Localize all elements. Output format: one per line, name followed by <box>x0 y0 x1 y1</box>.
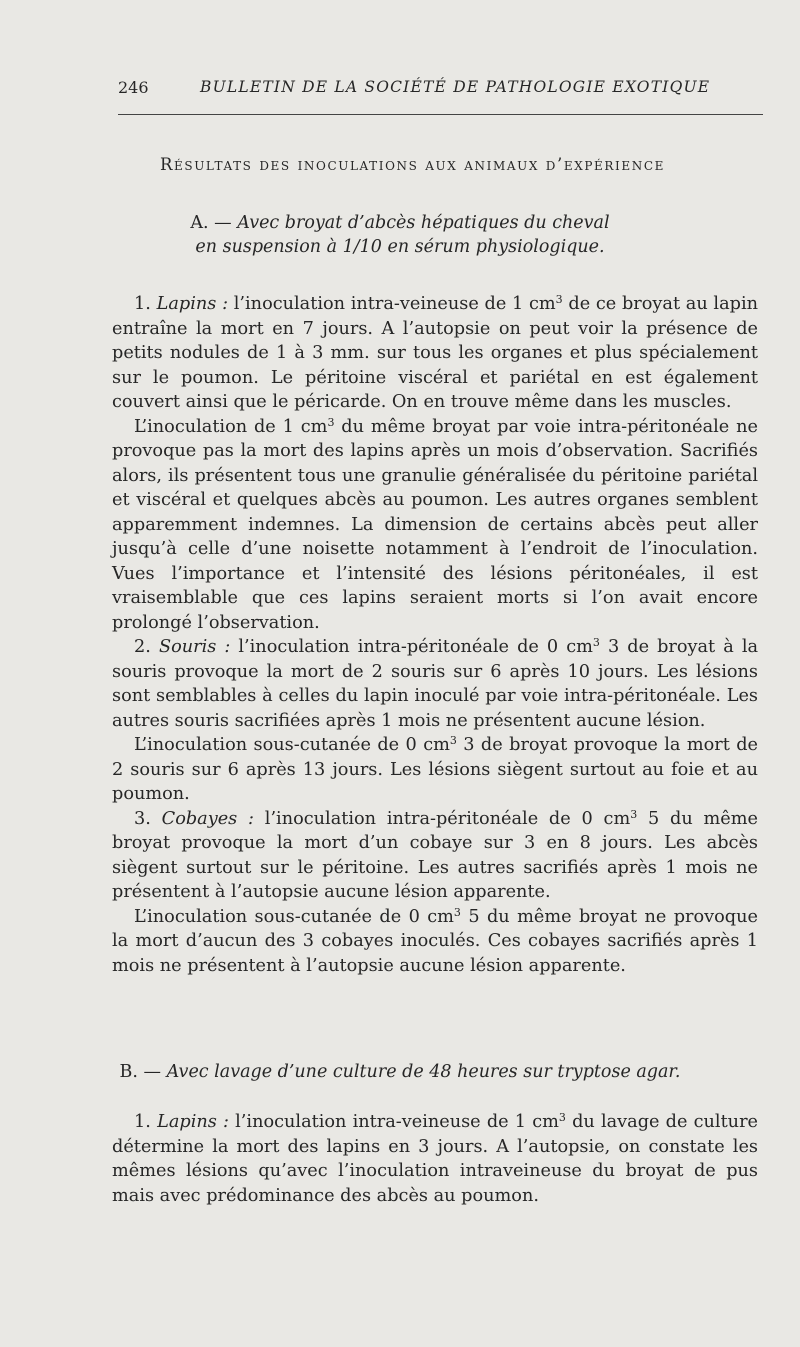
item-number: 3. <box>134 808 151 829</box>
paragraph-text: L’inoculation de 1 cm <box>134 416 328 437</box>
subheading-a <box>0 211 800 259</box>
superscript: 3 <box>555 293 563 306</box>
superscript: 3 <box>592 636 600 649</box>
paragraph <box>112 1110 758 1208</box>
animal-label: Souris : <box>158 637 231 657</box>
page-number: 246 <box>118 78 149 97</box>
paragraph <box>112 905 758 979</box>
superscript: 3 <box>558 1111 566 1124</box>
paragraph <box>112 733 758 807</box>
page-header <box>118 78 763 118</box>
paragraph-text: 5 du même broyat ne provoque la mort d’aucun des 3 cobayes inoculés. Ces cobayes sacrifiés après 1 mois ne présentent à l’autopsie aucune lésion apparente. <box>112 906 758 976</box>
section-a-body <box>112 292 758 978</box>
item-number: 1. <box>134 294 151 314</box>
paragraph-text: L’inoculation sous-cutanée de 0 cm <box>134 735 450 755</box>
superscript: 3 <box>327 415 335 429</box>
paragraph-text: 3 de broyat à la souris provoque la mort de 2 souris sur 6 après 10 jours. Les lésions sont semblables à celles du lapin inoculé par voie intra-péritonéale. Les autres souris sacrifiées après 1 mois ne présentent aucune lésion. <box>112 637 759 731</box>
item-number: 2. <box>134 637 151 657</box>
paragraph-text: du lavage de culture détermine la mort des lapins en 3 jours. A l’autopsie, on constate les mêmes lésions qu’avec l’inoculation intraveineuse du broyat de pus mais avec prédominance des abcès au poumon. <box>112 1112 758 1206</box>
paragraph-text: 5 du même broyat provoque la mort d’un cobaye sur 3 en 8 jours. Les abcès siègent surtout sur le péritoine. Les autres sacrifiés après 1 mois ne présentent à l’autopsie aucune lésion apparente. <box>112 808 758 902</box>
section-title: Résultats des inoculations aux animaux d’expérience <box>160 155 665 174</box>
paragraph-text: 3 de broyat provoque la mort de 2 souris sur 6 après 13 jours. Les lésions siègent surtout au foie et au poumon. <box>112 735 758 804</box>
subheading-b-label: B. — <box>119 1062 162 1082</box>
paragraph-text: l’inoculation intra-veineuse de 1 cm <box>235 1112 559 1132</box>
superscript: 3 <box>449 734 457 747</box>
paragraph <box>112 415 758 636</box>
animal-label: Lapins : <box>156 294 229 314</box>
subheading-b <box>0 1060 800 1084</box>
header-rule <box>118 114 763 115</box>
superscript: 3 <box>630 807 638 821</box>
subheading-a-label: A. — <box>190 213 232 233</box>
paragraph <box>112 807 758 905</box>
paragraph-text: du même broyat par voie intra-péritonéale ne provoque pas la mort des lapins après un mois d’observation. Sacrifiés alors, ils présentent tous une granulie généralisée du péritoine pariétal et viscéral et quelques abcès au poumon. Les autres organes semblent apparemment indemnes. La dimension de certains abcès peut aller jusqu’à celle d’une noisette notamment à l’endroit de l’inoculation. Vues l’importance et l’intensité des lésions péritonéales, il est vraisemblable que ces lapins seraient morts si l’on avait encore prolongé l’observation. <box>112 416 758 633</box>
superscript: 3 <box>453 905 461 919</box>
paragraph-text: l’inoculation intra-péritonéale de 0 cm <box>264 808 631 829</box>
paragraph <box>112 635 758 733</box>
animal-label: Lapins : <box>157 1112 229 1132</box>
animal-label: Cobayes : <box>161 808 254 829</box>
item-number: 1. <box>134 1112 151 1132</box>
paragraph-text: l’inoculation intra-veineuse de 1 cm <box>233 294 556 314</box>
section-b-body <box>112 1110 758 1208</box>
paragraph-text: L’inoculation sous-cutanée de 0 cm <box>134 906 454 927</box>
running-title: BULLETIN DE LA SOCIÉTÉ DE PATHOLOGIE EXOTIQUE <box>200 78 711 96</box>
subheading-a-line2: en suspension à 1/10 en sérum physiologique. <box>195 237 605 257</box>
subheading-a-line1: Avec broyat d’abcès hépatiques du cheval <box>237 213 610 233</box>
paragraph-text: l’inoculation intra-péritonéale de 0 cm <box>238 637 593 657</box>
subheading-b-title: Avec lavage d’une culture de 48 heures sur tryptose agar. <box>166 1062 681 1082</box>
paragraph <box>112 292 758 415</box>
paragraph-text: de ce broyat au lapin entraîne la mort en 7 jours. A l’autopsie on peut voir la présence de petits nodules de 1 à 3 mm. sur tous les organes et plus spécialement sur le poumon. Le péritoine viscéral et pariétal en est également couvert ainsi que le péricarde. On en trouve même dans les muscles. <box>112 294 758 412</box>
